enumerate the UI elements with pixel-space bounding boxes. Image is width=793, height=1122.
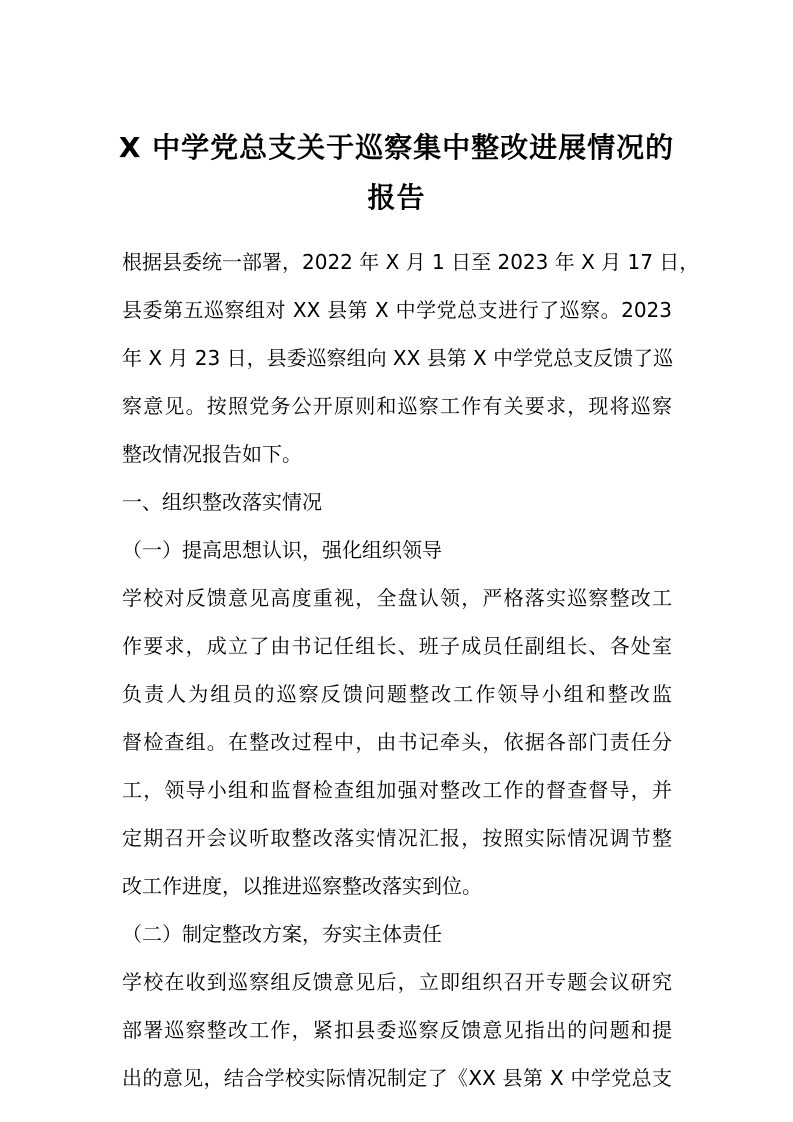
section-heading: 一、组织整改落实情况 bbox=[122, 490, 322, 514]
body-line: 工，领导小组和监督检查组加强对整改工作的督查督导，并 bbox=[122, 778, 672, 802]
body-line: 负责人为组员的巡察反馈问题整改工作领导小组和整改监 bbox=[122, 682, 672, 706]
body-line: 部署巡察整改工作，紧扣县委巡察反馈意见指出的问题和提 bbox=[122, 1018, 672, 1042]
body-line: 县委第五巡察组对 XX 县第 X 中学党总支进行了巡察。2023 bbox=[122, 298, 672, 322]
body-line: 整改情况报告如下。 bbox=[122, 442, 302, 466]
body-line: 定期召开会议听取整改落实情况汇报，按照实际情况调节整 bbox=[122, 826, 672, 850]
document-title-line-2: 报告 bbox=[367, 181, 426, 214]
subsection-heading: （一）提高思想认识，强化组织领导 bbox=[122, 538, 442, 562]
body-line: 根据县委统一部署，2022 年 X 月 1 日至 2023 年 X 月 17 日， bbox=[122, 250, 700, 274]
body-line: 改工作进度，以推进巡察整改落实到位。 bbox=[122, 874, 482, 898]
body-line: 出的意见，结合学校实际情况制定了《XX 县第 X 中学党总支 bbox=[122, 1066, 672, 1090]
body-line: 学校在收到巡察组反馈意见后，立即组织召开专题会议研究 bbox=[122, 970, 672, 994]
document-title-line-1: X 中学党总支关于巡察集中整改进展情况的 bbox=[118, 131, 675, 164]
body-line: 作要求，成立了由书记任组长、班子成员任副组长、各处室 bbox=[122, 634, 672, 658]
body-line: 年 X 月 23 日，县委巡察组向 XX 县第 X 中学党总支反馈了巡 bbox=[122, 346, 674, 370]
body-line: 察意见。按照党务公开原则和巡察工作有关要求，现将巡察 bbox=[122, 394, 672, 418]
subsection-heading: （二）制定整改方案，夯实主体责任 bbox=[122, 922, 442, 946]
body-line: 督检查组。在整改过程中，由书记牵头，依据各部门责任分 bbox=[122, 730, 672, 754]
body-line: 学校对反馈意见高度重视，全盘认领，严格落实巡察整改工 bbox=[122, 586, 672, 610]
